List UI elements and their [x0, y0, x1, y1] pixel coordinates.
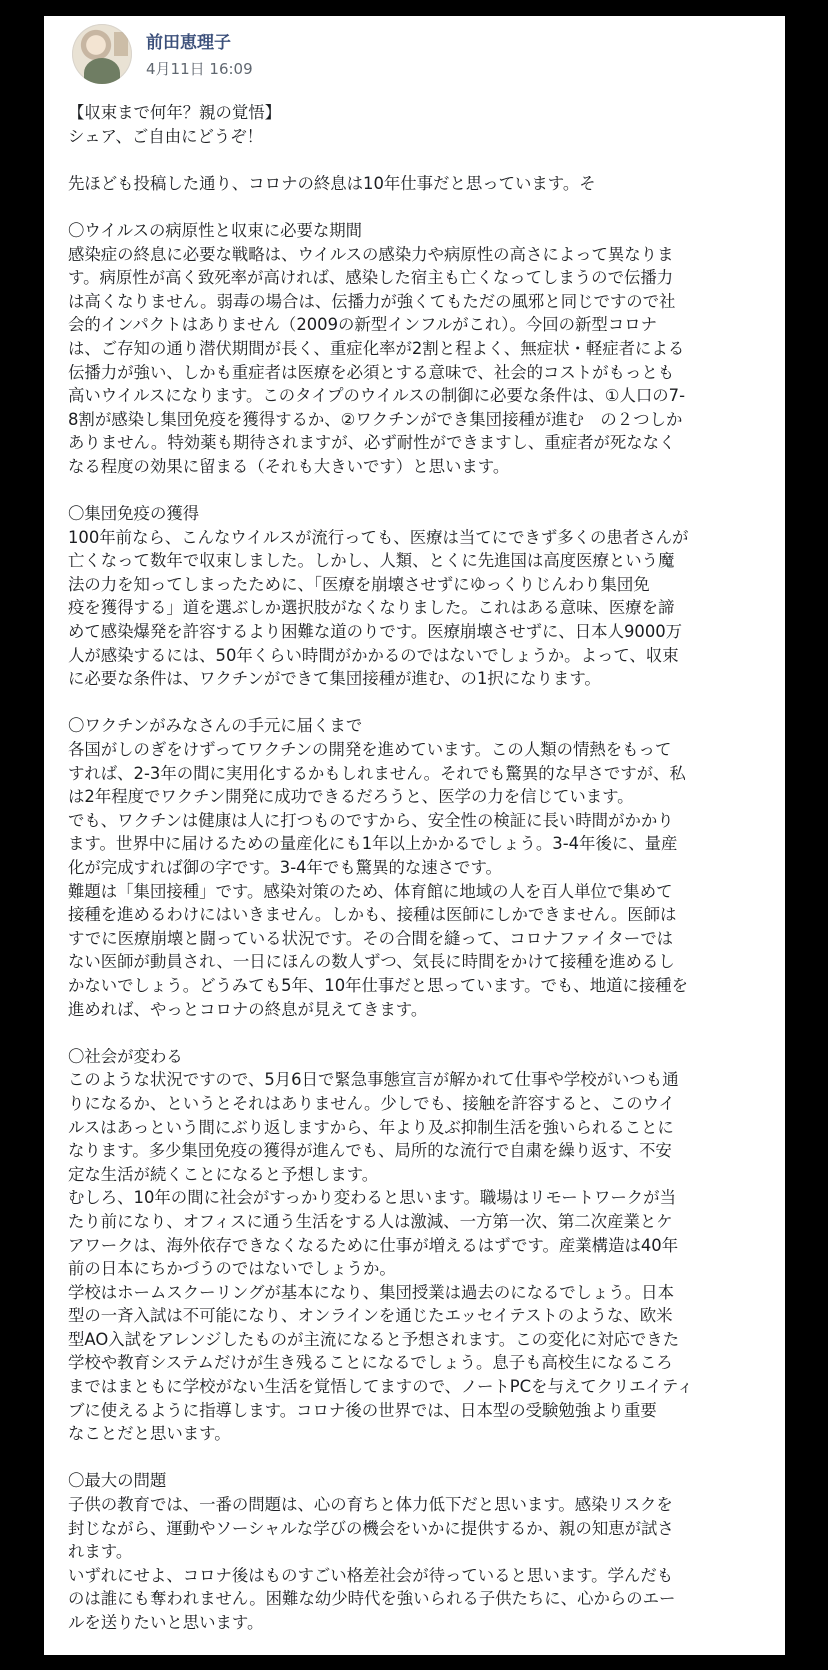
- post-section-vaccine: 〇ワクチンがみなさんの手元に届くまで 各国がしのぎをけずってワクチンの開発を進めています。この人類の情熱をもって すれば、2-3年の間に実用化するかもしれません。それでも驚異的な早さですが、私 は2年程度でワクチン開発に成功できるだろうと、医学の力を信じています。 でも、ワクチンは健康は人に打つものですから、安全性の検証に長い時間がかかり ます。世界中に届けるための量産化にも1年以上かかるでしょう。3-4年後に、量産 化が完成すれば御の字です。3-4年でも驚異的な速さです。 難題は「集団接種」です。感染対策のため、体育館に地域の人を百人単位で集めて 接種を進めるわけにはいきません。しかも、接種は医師にしかできません。医師は すでに医療崩壊と闘っている状況です。その合間を縫って、コロナファイターでは ない医師が動員され、一日にほんの数人ずつ、気長に時間をかけて接種を進めるし かないでしょう。どうみても5年、10年仕事だと思っています。でも、地道に接種を 進めれば、やっとコロナの終息が見えてきます。: [68, 716, 689, 1019]
- author-name[interactable]: 前田恵理子: [146, 33, 231, 53]
- post-section-herd-immunity: 〇集団免疫の獲得 100年前なら、こんなウイルスが流行っても、医療は当てにできず多くの患者さんが 亡くなって数年で収束しました。しかし、人類、とくに先進国は高度医療という魔 法の力を知ってしまったために、「医療を崩壊させずにゆっくりじんわり集団免 疫を獲得する」道を選ぶしか選択肢がなくなりました。これはある意味、医療を諦 めて感染爆発を許容するより困難な道のりです。医療崩壊させずに、日本人9000万 人が感染するには、50年くらい時間がかかるのではないでしょうか。よって、収束 に必要な条件は、ワクチンができて集団接種が進む、の1択になります。: [68, 504, 689, 689]
- post-card: [44, 16, 785, 1655]
- post-header: [72, 24, 752, 86]
- avatar-figure: [84, 58, 120, 84]
- post-section-society: 〇社会が変わる このような状況ですので、5月6日で緊急事態宣言が解かれて仕事や学校がいつも通 りになるか、というとそれはありません。少しでも、接触を許容すると、このウイ ルスはあっという間にぶり返しますから、年より及ぶ抑制生活を強いられることに なります。多少集団免疫の獲得が進んでも、局所的な流行で自粛を繰り返す、不安 定な生活が続くことになると予想します。 むしろ、10年の間に社会がすっかり変わると思います。職場はリモートワークが当 たり前になり、オフィスに通う生活をする人は激減、一方第一次、第二次産業とケ アワークは、海外依存できなくなるために仕事が増えるはずです。産業構造は40年 前の日本にちかづうのではないでしょうか。 学校はホームスクーリングが基本になり、集団授業は過去のになるでしょう。日本 型の一斉入試は不可能になり、オンラインを通じたエッセイテストのような、欧米 型AO入試をアレンジしたものが主流になると予想されます。この変化に対応できた 学校や教育システムだけが生き残ることになるでしょう。息子も高校生になるころ まではまともに学校がない生活を覚悟してますので、ノートPCを与えてクリエイティ ブに使えるように指導します。コロナ後の世界では、日本型の受験勉強より重要 なことだと思います。: [68, 1046, 694, 1444]
- post-body: [68, 101, 768, 1635]
- post-paragraph-lead: 先ほども投稿した通り、コロナの終息は10年仕事だと思っています。そ: [68, 173, 596, 193]
- post-section-biggest-problem: 〇最大の問題 子供の教育では、一番の問題は、心の育ちと体力低下だと思います。感染リスクを 封じながら、運動やソーシャルな学びの機会をいかに提供するか、親の知恵が試さ れます。 いずれにせよ、コロナ後はものすごい格差社会が待っていると思います。学んだも のは誰にも奪われません。困難な幼少時代を強いられる子供たちに、心からのエー ルを送りたいと思います。: [68, 1471, 676, 1632]
- avatar-background: [114, 32, 128, 56]
- avatar[interactable]: [72, 24, 132, 84]
- post-section-virulence: 〇ウイルスの病原性と収束に必要な期間 感染症の終息に必要な戦略は、ウイルスの感染力や病原性の高さによって異なりま す。病原性が高く致死率が高ければ、感染した宿主も亡くなってしまうので伝播力 は高くなりません。弱毒の場合は、伝播力が強くてもただの風邪と同じですので社 会的インパクトはありません（2009の新型インフルがこれ）。今回の新型コロナ は、ご存知の通り潜伏期間が長く、重症化率が2割と程よく、無症状・軽症者による 伝播力が強い、しかも重症者は医療を必須とする意味で、社会的コストがもっとも 高いウイルスになります。このタイプのウイルスの制御に必要な条件は、①人口の7- 8割が感染し集団免疫を獲得するか、②ワクチンができ集団接種が進む の２つしか ありません。特効薬も期待されますが、必ず耐性ができますし、重症者が死ななく なる程度の効果に留まる（それも大きいです）と思います。: [68, 220, 685, 476]
- post-timestamp[interactable]: 4月11日 16:09: [146, 60, 253, 78]
- post-paragraph-intro: 【収束まで何年？親の覚悟】 シェア、ご自由にどうぞ！: [68, 103, 282, 146]
